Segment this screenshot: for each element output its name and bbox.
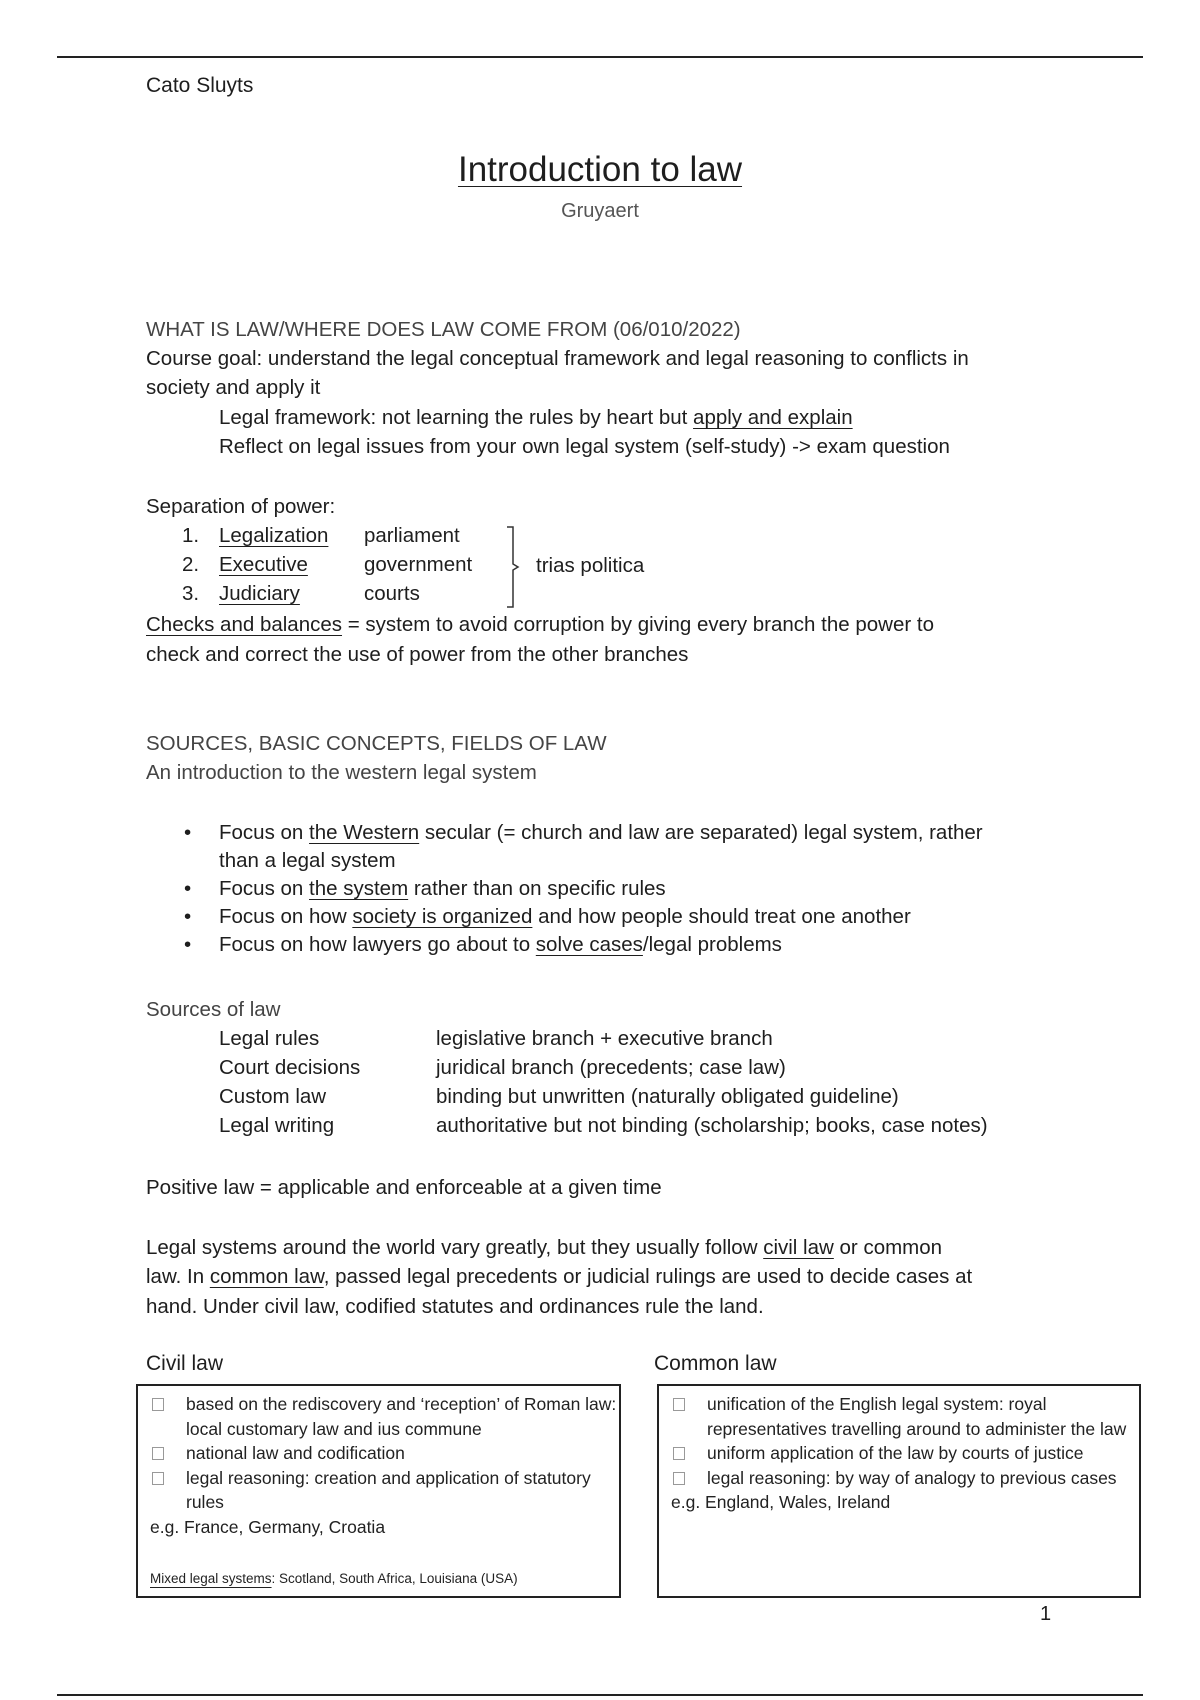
common-law-examples: e.g. England, Wales, Ireland <box>671 1492 891 1512</box>
top-rule <box>57 56 1143 58</box>
course-goal-line-2: society and apply it <box>146 376 321 399</box>
list-item: 2. Executive government <box>182 553 473 576</box>
table-row: Legal writing authoritative but not binding (scholarship; books, case notes) <box>219 1114 988 1137</box>
list-item: legal reasoning: by way of analogy to previous cases <box>659 1466 1139 1491</box>
page-number: 1 <box>1040 1603 1052 1625</box>
list-item: • Focus on how lawyers go about to solve cases/legal problems <box>146 931 1096 959</box>
list-item: based on the rediscovery and ‘reception’ of Roman law: local customary law and ius commune <box>138 1392 619 1441</box>
list-item: unification of the English legal system: royal representatives travelling around to administer the law <box>659 1392 1139 1441</box>
checkbox-icon <box>673 1398 685 1411</box>
table-row: Custom law binding but unwritten (naturally obligated guideline) <box>219 1085 899 1108</box>
page-title: Introduction to law <box>457 150 743 189</box>
systems-paragraph-line-2: law. In common law, passed legal precedents or judicial rulings are used to decide cases at <box>146 1265 973 1288</box>
bullet-icon: • <box>184 821 192 844</box>
common-law-label: Common law <box>654 1352 777 1375</box>
sources-of-law-table <box>219 1024 1119 1140</box>
apply-explain-emphasis: apply and explain <box>693 406 853 429</box>
list-item: legal reasoning: creation and application of statutory rules <box>138 1466 619 1515</box>
sources-of-law-heading: Sources of law <box>146 998 281 1021</box>
focus-bullet-list <box>146 819 1096 959</box>
systems-paragraph-line-3: hand. Under civil law, codified statutes and ordinances rule the land. <box>146 1295 764 1318</box>
checkbox-icon <box>673 1447 685 1460</box>
common-law-box <box>657 1384 1141 1598</box>
trias-politica-label: trias politica <box>536 554 645 577</box>
table-row: Legal rules legislative branch + executive branch <box>219 1027 773 1050</box>
list-item: 1. Legalization parliament <box>182 524 460 547</box>
checkbox-icon <box>152 1398 164 1411</box>
bullet-icon: • <box>184 905 192 928</box>
checkbox-icon <box>673 1472 685 1485</box>
bullet-icon: • <box>184 877 192 900</box>
civil-law-box <box>136 1384 621 1598</box>
separation-heading: Separation of power: <box>146 495 336 518</box>
section-heading-law: WHAT IS LAW/WHERE DOES LAW COME FROM (06/010/2022) <box>146 318 741 341</box>
bullet-icon: • <box>184 933 192 956</box>
right-brace-icon <box>505 526 525 608</box>
separation-list <box>146 521 746 608</box>
reflect-line: Reflect on legal issues from your own legal system (self-study) -> exam question <box>219 435 950 458</box>
bottom-rule <box>57 1694 1143 1696</box>
list-item: • Focus on the Western secular (= church and law are separated) legal system, rather than a legal system <box>184 821 983 872</box>
positive-law-definition: Positive law = applicable and enforceable at a given time <box>146 1176 662 1199</box>
civil-law-examples: e.g. France, Germany, Croatia <box>150 1516 386 1537</box>
checkbox-icon <box>152 1472 164 1485</box>
legal-framework-line: Legal framework: not learning the rules by heart but apply and explain <box>219 406 853 429</box>
list-item: • Focus on the system rather than on specific rules <box>146 875 1096 903</box>
section-subheading: An introduction to the western legal system <box>146 761 537 784</box>
table-row: Court decisions juridical branch (precedents; case law) <box>219 1056 786 1079</box>
author-name: Cato Sluyts <box>146 74 254 97</box>
systems-paragraph-line-1: Legal systems around the world vary greatly, but they usually follow civil law or common <box>146 1236 943 1259</box>
list-item: • Focus on how society is organized and how people should treat one another <box>146 903 1096 931</box>
list-item: national law and codification <box>138 1441 619 1466</box>
checks-balances-line-2: check and correct the use of power from the other branches <box>146 643 689 666</box>
list-item: uniform application of the law by courts of justice <box>659 1441 1139 1466</box>
list-item: 3. Judiciary courts <box>182 582 420 605</box>
mixed-legal-systems-note: Mixed legal systems: Scotland, South Africa, Louisiana (USA) <box>150 1571 518 1586</box>
checkbox-icon <box>152 1447 164 1460</box>
civil-law-label: Civil law <box>146 1352 224 1375</box>
page-subtitle: Gruyaert <box>561 200 639 222</box>
section-heading-sources: SOURCES, BASIC CONCEPTS, FIELDS OF LAW <box>146 732 607 755</box>
course-goal-line-1: Course goal: understand the legal conceptual framework and legal reasoning to conflicts in <box>146 347 969 370</box>
checks-balances-line-1: Checks and balances = system to avoid corruption by giving every branch the power to <box>146 613 934 636</box>
